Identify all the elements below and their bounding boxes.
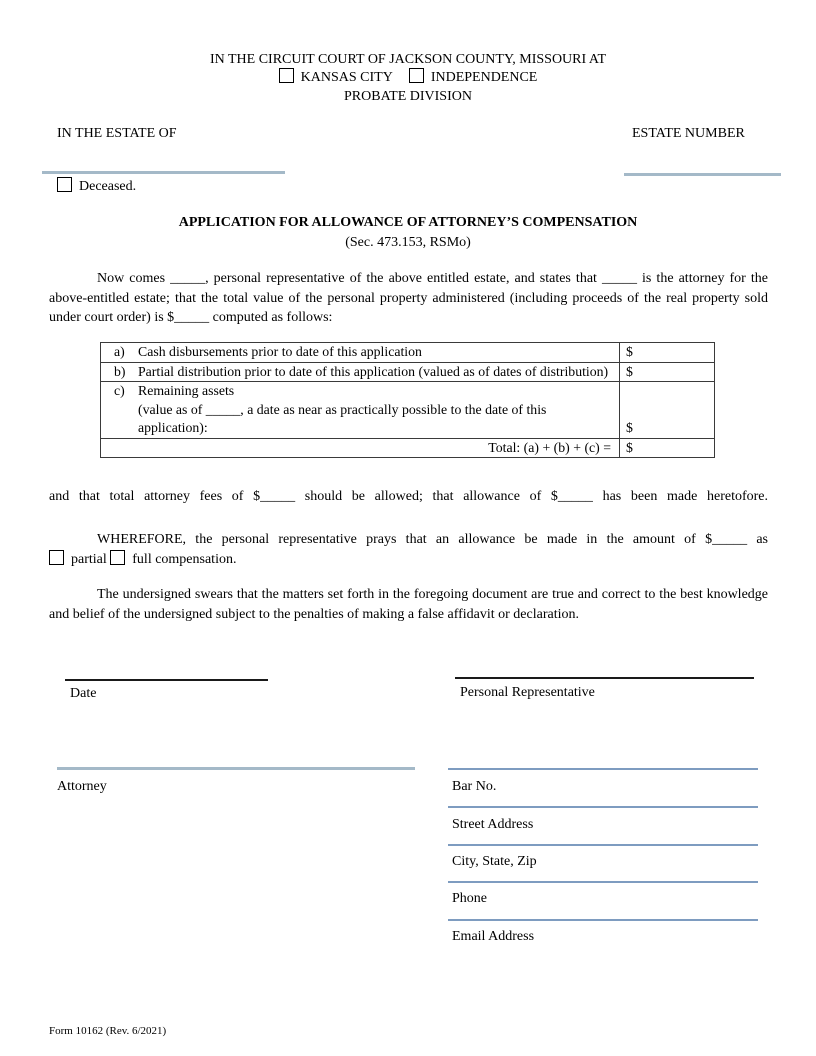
kansas-city-label: KANSAS CITY: [300, 70, 393, 85]
email-address-label: Email Address: [452, 929, 535, 944]
personal-representative-label: Personal Representative: [460, 685, 595, 700]
table-row-a: [101, 343, 715, 363]
city-state-zip-label: City, State, Zip: [452, 854, 537, 869]
estate-number-label: ESTATE NUMBER: [632, 126, 745, 141]
division-heading: PROBATE DIVISION: [344, 89, 472, 104]
estate-name-field[interactable]: [42, 171, 285, 174]
date-label: Date: [70, 686, 97, 701]
court-heading: IN THE CIRCUIT COURT OF JACKSON COUNTY, MISSOURI AT: [209, 52, 606, 67]
attorney-label: Attorney: [57, 779, 107, 794]
venue-kansas-city: [279, 70, 393, 85]
partial-label: partial: [71, 551, 107, 567]
personal-representative-signature-line: [455, 677, 754, 679]
phone-field[interactable]: [448, 881, 758, 883]
bar-no-field[interactable]: [448, 768, 758, 770]
row-b-amount-field[interactable]: $: [620, 362, 715, 382]
row-c-line2: (value as of _____, a date as near as practically possible to the date of this application):: [138, 401, 547, 435]
deceased-row: [57, 177, 136, 197]
deceased-label: Deceased.: [79, 179, 137, 194]
estate-number-field[interactable]: [624, 173, 781, 176]
table-row-total: [101, 438, 715, 458]
row-a-marker: a): [114, 344, 125, 359]
form-title: APPLICATION FOR ALLOWANCE OF ATTORNEY’S COMPENSATION: [178, 215, 638, 230]
wherefore-lead: WHEREFORE, the personal representative prays that an allowance be made in the amount of $_____ as: [97, 532, 768, 547]
row-c-line1: Remaining assets: [138, 383, 235, 398]
independence-checkbox[interactable]: [409, 68, 424, 83]
venue-independence: [409, 70, 538, 85]
row-b-marker: b): [114, 363, 126, 379]
table-row-c: [101, 382, 715, 439]
statute-reference: (Sec. 473.153, RSMo): [345, 235, 471, 250]
partial-checkbox[interactable]: [49, 550, 64, 565]
city-state-zip-field[interactable]: [448, 844, 758, 846]
street-address-field[interactable]: [448, 806, 758, 808]
intro-paragraph: Now comes _____, personal representative of the above entitled estate, and states that _____ is the attorney for the above-entitled estate; that the total value of the personal property administered (including proceeds of the real property sold under court order) is $_____ computed as follows:: [49, 271, 768, 325]
row-c-amount-field[interactable]: $: [620, 382, 715, 439]
row-c-marker: c): [114, 383, 125, 398]
row-a-amount-field[interactable]: $: [620, 343, 715, 363]
independence-label: INDEPENDENCE: [430, 70, 538, 85]
full-checkbox[interactable]: [110, 550, 125, 565]
row-b-text: Partial distribution prior to date of this application (valued as of dates of distribution): [138, 363, 609, 379]
total-label: Total: (a) + (b) + (c) =: [101, 438, 620, 458]
table-row-b: [101, 362, 715, 382]
wherefore-options: [49, 550, 768, 570]
deceased-checkbox[interactable]: [57, 177, 72, 192]
street-address-label: Street Address: [452, 817, 534, 832]
attorney-field[interactable]: [57, 767, 415, 770]
full-label: full compensation.: [132, 551, 237, 567]
fees-paragraph: and that total attorney fees of $_____ should be allowed; that allowance of $_____ has been made heretofore.: [49, 489, 768, 504]
estate-of-label: IN THE ESTATE OF: [57, 126, 177, 141]
wherefore-paragraph: [49, 530, 768, 569]
phone-label: Phone: [452, 891, 487, 906]
total-amount-field[interactable]: $: [620, 438, 715, 458]
date-signature-line: [65, 679, 268, 681]
row-a-text: Cash disbursements prior to date of this application: [138, 344, 422, 359]
form-number: Form 10162 (Rev. 6/2021): [49, 1025, 167, 1037]
row-c-text: [138, 382, 615, 438]
venue-line: [0, 68, 816, 88]
computation-table: [100, 342, 715, 458]
kansas-city-checkbox[interactable]: [279, 68, 294, 83]
email-address-field[interactable]: [448, 919, 758, 921]
oath-paragraph: The undersigned swears that the matters set forth in the foregoing document are true and correct to the best knowledge and belief of the undersigned subject to the penalties of making a false affidavit or declaration.: [49, 587, 768, 622]
bar-no-label: Bar No.: [452, 779, 497, 794]
